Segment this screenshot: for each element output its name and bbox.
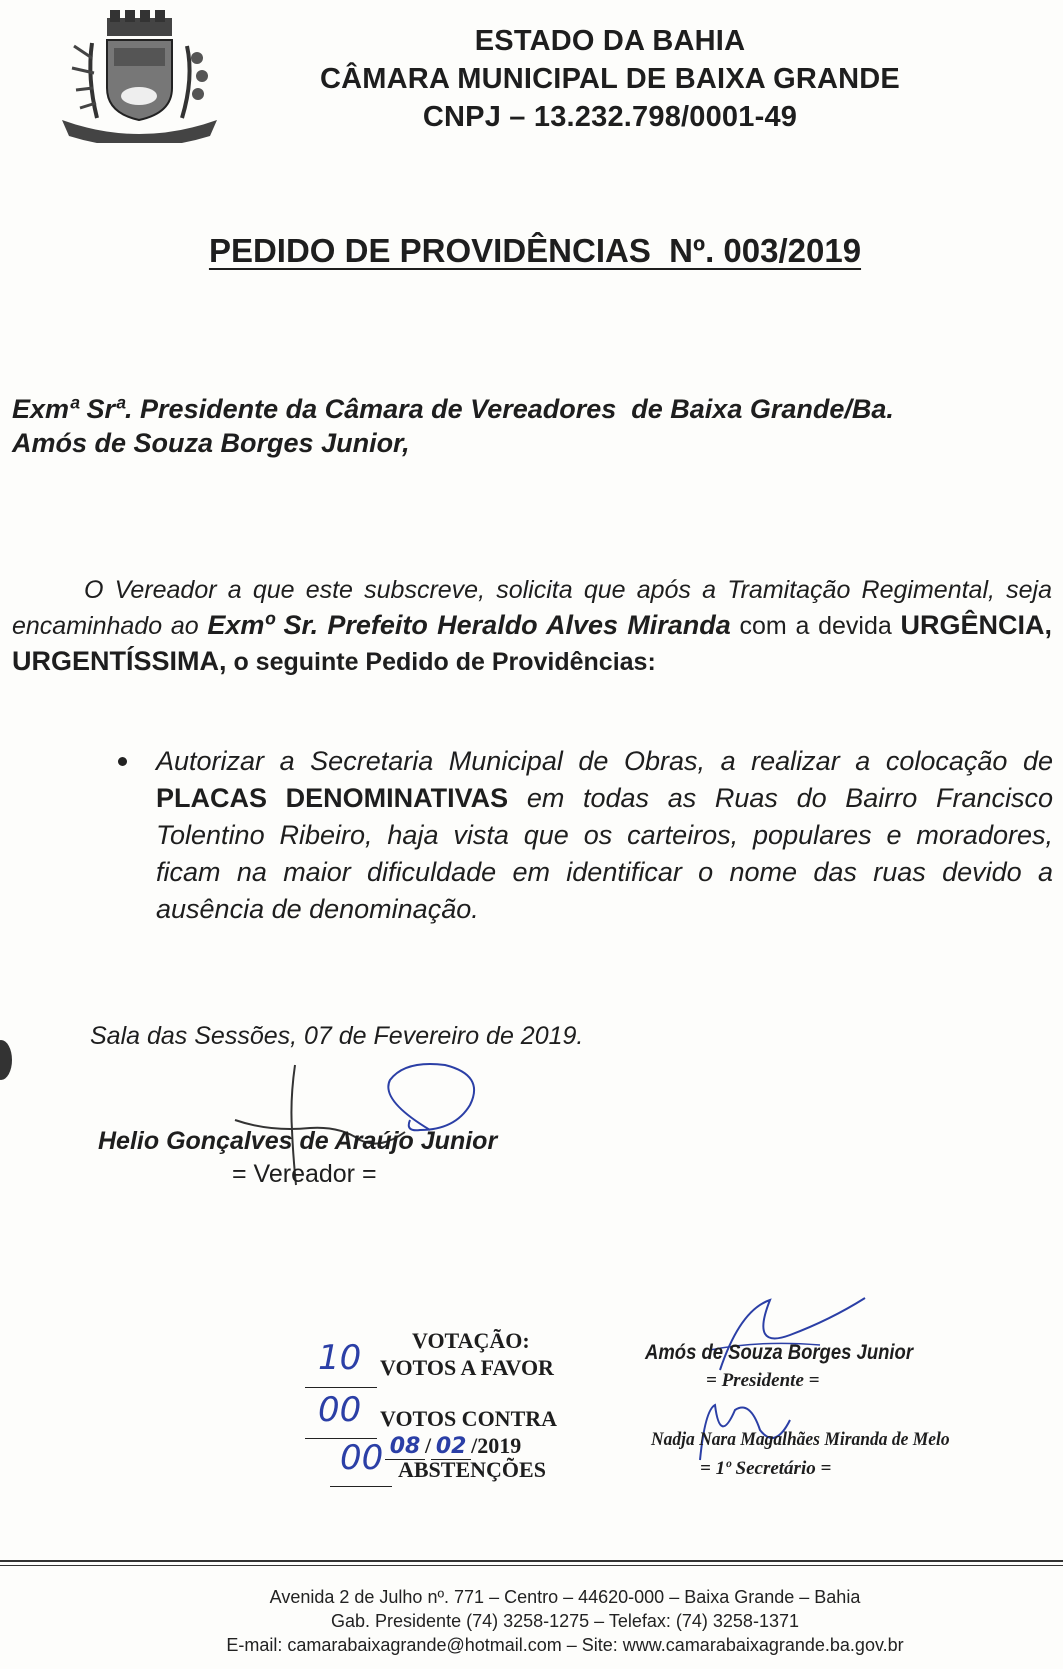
- request-text-1: Autorizar a Secretaria Municipal de Obras, a realizar a colocação de: [156, 746, 1053, 776]
- chamber-name: CÂMARA MUNICIPAL DE BAIXA GRANDE: [320, 63, 900, 95]
- president-role: = Presidente =: [706, 1370, 820, 1391]
- vote-date-year: /2019: [471, 1433, 522, 1458]
- vote-date-day: 08: [385, 1434, 425, 1460]
- urgency-text: URGÊNCIA, URGENTÍSSIMA,: [12, 610, 1053, 676]
- body-text-1: O Vereador a que este subscreve, solicita que após a Tramitação Regimental, seja encaminhado ao: [12, 576, 1052, 640]
- votes-favor-value: 10: [318, 1338, 362, 1378]
- votes-favor-label: VOTOS A FAVOR: [380, 1355, 554, 1380]
- councilor-role: = Vereador =: [232, 1160, 377, 1188]
- footer-phones: Gab. Presidente (74) 3258-1275 – Telefax: (74) 3258-1371: [331, 1611, 799, 1631]
- document-title: PEDIDO DE PROVIDÊNCIAS Nº. 003/2019: [208, 232, 862, 269]
- addressee: [12, 392, 1032, 460]
- secretary-role: = 1º Secretário =: [700, 1458, 832, 1479]
- abstentions-label: ABSTENÇÕES: [398, 1457, 546, 1482]
- place-date: Sala das Sessões, 07 de Fevereiro de 2019.: [90, 1022, 584, 1050]
- body-text-2: com a devida: [730, 612, 901, 640]
- request-intro: o seguinte Pedido de Providências:: [226, 648, 656, 676]
- state-name: ESTADO DA BAHIA: [474, 25, 746, 57]
- footer-divider-secondary: [0, 1565, 1063, 1566]
- vote-date: 08 / 02 /2019: [385, 1433, 521, 1460]
- president-name: Amós de Souza Borges Junior: [645, 1341, 914, 1364]
- voting-title: VOTAÇÃO:: [412, 1328, 530, 1353]
- footer-contact: E-mail: camarabaixagrande@hotmail.com – Site: www.camarabaixagrande.ba.gov.br: [226, 1635, 904, 1655]
- mayor-name: Exmº Sr. Prefeito Heraldo Alves Miranda: [207, 610, 731, 640]
- footer-address: Avenida 2 de Julho nº. 771 – Centro – 44620-000 – Baixa Grande – Bahia: [269, 1587, 861, 1607]
- votes-contra-value: 00: [318, 1390, 362, 1430]
- secretary-name: Nadja Nara Magalhães Miranda de Melo: [651, 1429, 950, 1450]
- footer: [150, 1585, 980, 1657]
- votes-contra-label: VOTOS CONTRA: [380, 1406, 558, 1431]
- addressee-line-1: Exmª Srª. Presidente da Câmara de Vereadores de Baixa Grande/Ba.: [12, 394, 894, 424]
- letterhead: [260, 22, 960, 136]
- bullet-icon: [118, 757, 127, 766]
- vote-date-month: 02: [431, 1434, 471, 1460]
- request-text-2: em todas as Ruas do Bairro Francisco Tolentino Ribeiro, haja vista que os carteiros, populares e moradores, ficam na maior dificuldade em identificar o nome das ruas devido a ausência de denominação.: [156, 783, 1053, 924]
- punch-hole-icon: [0, 1040, 12, 1080]
- body-paragraph: [12, 573, 1052, 680]
- cnpj: CNPJ – 13.232.798/0001-49: [422, 101, 798, 133]
- addressee-line-2: Amós de Souza Borges Junior,: [12, 428, 410, 458]
- abstentions-value: 00: [340, 1438, 384, 1478]
- municipal-coat-of-arms-icon: [52, 8, 227, 143]
- request-highlight: PLACAS DENOMINATIVAS: [156, 783, 509, 813]
- footer-divider: [0, 1560, 1063, 1562]
- councilor-name: Helio Gonçalves de Araújo Junior: [98, 1127, 498, 1155]
- request-item: [118, 743, 1053, 928]
